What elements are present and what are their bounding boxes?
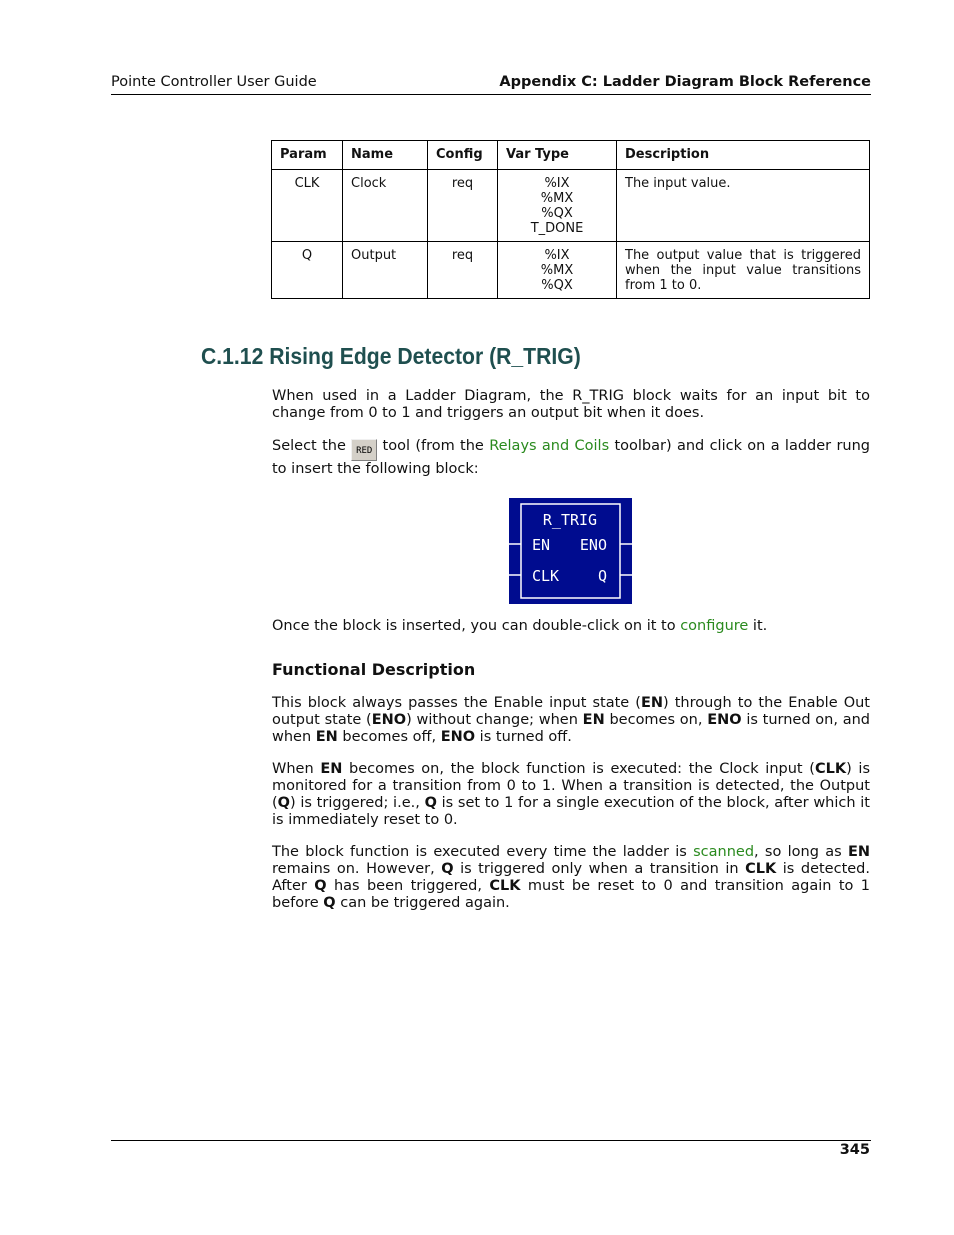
p3-text: is triggered only when a transition in — [453, 861, 746, 877]
block-q-label: Q — [597, 567, 607, 585]
table-header-row — [272, 141, 870, 170]
r-trig-tool-icon[interactable]: RED — [351, 439, 377, 461]
var-type-value: %MX — [540, 191, 574, 206]
p1-text: ) without change; when — [406, 712, 583, 728]
p1-text: This block always passes the Enable input state ( — [272, 695, 641, 711]
table-row — [272, 170, 870, 242]
block-eno-label: ENO — [579, 536, 607, 554]
p3-bold: Q — [314, 878, 327, 894]
page-number: 345 — [839, 1142, 870, 1158]
r-trig-block-figure — [509, 498, 632, 604]
var-type-value: %MX — [540, 263, 574, 278]
block-title: R_TRIG — [542, 511, 598, 529]
intro-paragraph: When used in a Ladder Diagram, the R_TRIG block waits for an input bit to change from 0 to 1 and triggers an output bit when it does. — [272, 388, 870, 421]
scanned-link[interactable]: scanned — [693, 844, 755, 860]
col-header-description: Description — [617, 141, 870, 170]
p3-text: can be triggered again. — [335, 895, 510, 911]
p2-text: becomes on, the block function is executed: the Clock input ( — [342, 761, 815, 777]
var-type-value: %QX — [541, 206, 573, 221]
p1-bold: ENO — [707, 712, 742, 728]
p2-bold: Q — [424, 795, 437, 811]
p3-bold: Q — [441, 861, 454, 877]
cell-param: Q — [272, 242, 343, 299]
select-tool-paragraph — [272, 438, 870, 478]
p1-bold: EN — [315, 729, 338, 745]
inserted-text-before: Once the block is inserted, you can double-click on it to — [272, 618, 681, 634]
select-text-after: toolbar) and click on a ladder rung to insert the following block: — [272, 438, 871, 477]
block-en-label: EN — [532, 536, 551, 554]
p3-text: , so long as — [754, 844, 848, 860]
cell-config: req — [428, 170, 498, 242]
p3-bold: EN — [847, 844, 870, 860]
description-paragraph-2 — [272, 761, 870, 829]
p3-bold: CLK — [489, 878, 521, 894]
inserted-paragraph — [272, 618, 870, 635]
col-header-config: Config — [428, 141, 498, 170]
select-text-before: Select the — [272, 438, 352, 454]
p1-text: becomes on, — [604, 712, 708, 728]
p2-bold: EN — [320, 761, 343, 777]
var-type-value: %IX — [544, 248, 570, 263]
p2-text: ) is monitored for a transition from 0 to 1. When a transition is detected, the Output ( — [272, 761, 871, 811]
var-type-value: %QX — [541, 278, 573, 293]
p3-text: remains on. However, — [272, 861, 442, 877]
p3-text: must be reset to 0 and transition again to 1 before — [272, 878, 870, 911]
p1-bold: ENO — [440, 729, 476, 745]
table-row — [272, 242, 870, 299]
col-header-param: Param — [272, 141, 343, 170]
p3-text: is detected. After — [272, 861, 870, 894]
page-header — [111, 74, 871, 95]
select-text-mid: tool (from the — [377, 438, 490, 454]
p1-text: ) through to the Enable Out output state ( — [272, 695, 870, 728]
p1-text: is turned off. — [475, 729, 572, 745]
p2-bold: Q — [277, 795, 290, 811]
block-clk-label: CLK — [532, 567, 560, 585]
var-type-value: %IX — [544, 176, 570, 191]
cell-name: Output — [343, 242, 428, 299]
p3-bold: CLK — [745, 861, 777, 877]
cell-description: The input value. — [617, 170, 870, 242]
header-chapter-title: Appendix C: Ladder Diagram Block Reference — [499, 74, 871, 90]
cell-name: Clock — [343, 170, 428, 242]
p2-text: ) is triggered; i.e., — [290, 795, 425, 811]
p1-bold: EN — [640, 695, 663, 711]
p1-text: becomes off, — [337, 729, 441, 745]
p2-bold: CLK — [814, 761, 847, 777]
col-header-var-type: Var Type — [498, 141, 617, 170]
var-type-value: T_DONE — [530, 221, 584, 236]
parameter-table — [271, 140, 870, 299]
col-header-name: Name — [343, 141, 428, 170]
p3-text: has been triggered, — [326, 878, 490, 894]
configure-link[interactable]: configure — [680, 618, 749, 634]
header-doc-title: Pointe Controller User Guide — [111, 74, 317, 90]
section-title: C.1.12 Rising Edge Detector (R_TRIG) — [201, 343, 581, 369]
description-paragraph-3 — [272, 844, 870, 912]
cell-param: CLK — [272, 170, 343, 242]
cell-var-type — [498, 170, 617, 242]
description-paragraph-1 — [272, 695, 870, 746]
p1-text: is turned on, and when — [272, 712, 870, 745]
cell-description: The output value that is triggered when the input value transitions from 1 to 0. — [617, 242, 870, 299]
p3-text: The block function is executed every time the ladder is — [272, 844, 694, 860]
p2-text: is set to 1 for a single execution of the block, after which it is immediately reset to 0. — [272, 795, 870, 828]
p2-text: When — [272, 761, 321, 777]
relays-and-coils-link[interactable]: Relays and Coils — [489, 438, 610, 454]
cell-config: req — [428, 242, 498, 299]
inserted-text-after: it. — [748, 618, 768, 634]
p1-bold: EN — [582, 712, 605, 728]
functional-description-heading: Functional Description — [272, 660, 476, 679]
footer-rule — [111, 1140, 871, 1141]
p1-bold: ENO — [371, 712, 407, 728]
p3-bold: Q — [323, 895, 336, 911]
cell-var-type — [498, 242, 617, 299]
